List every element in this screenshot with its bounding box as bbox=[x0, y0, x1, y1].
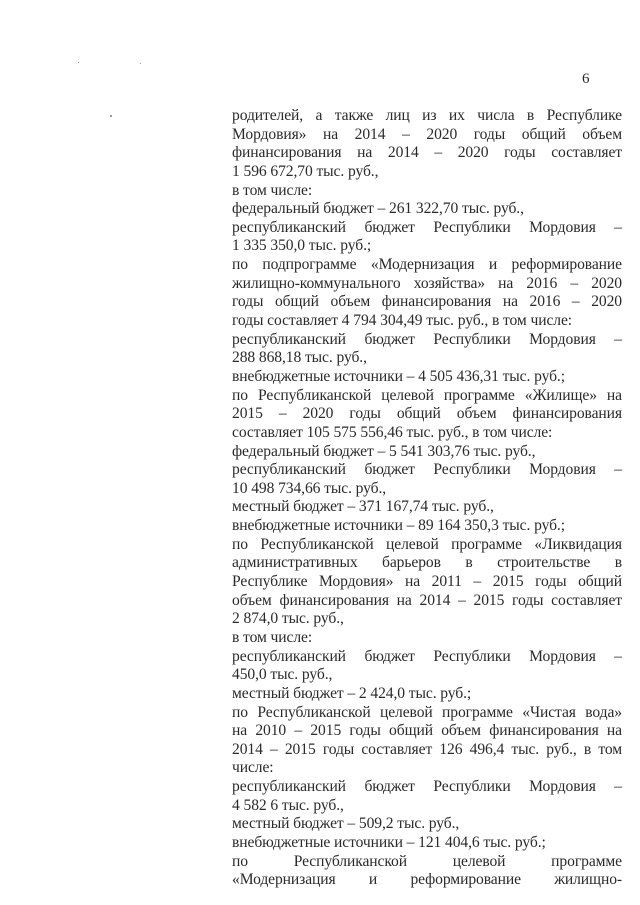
text-line: годы составляет 4 794 304,49 тыс. руб., в том числе: bbox=[232, 312, 573, 330]
text-line: 2015 – 2020 годы общий объем финансирования bbox=[232, 405, 622, 423]
text-line: 2 874,0 тыс. руб., bbox=[232, 610, 344, 628]
text-line: объем финансирования на 2014 – 2015 годы составляет bbox=[232, 591, 622, 609]
text-line: федеральный бюджет – 261 322,70 тыс. руб., bbox=[232, 200, 524, 218]
text-line: административных барьеров в строительстве в bbox=[232, 554, 622, 572]
text-line: 2014 – 2015 годы составляет 126 496,4 тыс. руб., в том bbox=[232, 740, 622, 758]
text-line: Мордовия» на 2014 – 2020 годы общий объем bbox=[232, 125, 622, 143]
text-line: местный бюджет – 371 167,74 тыс. руб., bbox=[232, 498, 494, 516]
text-line: республиканский бюджет Республики Мордовия – bbox=[232, 218, 622, 236]
scanner-speck bbox=[110, 115, 112, 117]
text-line: Республике Мордовия» на 2011 – 2015 годы общий bbox=[232, 573, 622, 591]
text-line: местный бюджет – 509,2 тыс. руб., bbox=[232, 815, 460, 833]
text-line: финансирования на 2014 – 2020 годы составляет bbox=[232, 144, 622, 162]
text-line: по Республиканской целевой программе bbox=[232, 852, 622, 870]
text-line: родителей, а также лиц из их числа в Республике bbox=[232, 107, 622, 124]
text-line: республиканский бюджет Республики Мордовия – bbox=[232, 778, 622, 796]
text-line: внебюджетные источники – 89 164 350,3 тыс. руб.; bbox=[232, 517, 565, 535]
text-line: 1 596 672,70 тыс. руб., bbox=[232, 162, 379, 180]
text-line: 288 868,18 тыс. руб., bbox=[232, 349, 367, 367]
text-line: 450,0 тыс. руб., bbox=[232, 666, 333, 684]
text-line: жилищно-коммунального хозяйства» на 2016 – 2020 bbox=[232, 274, 622, 292]
text-line: в том числе: bbox=[232, 628, 313, 646]
text-line: в том числе: bbox=[232, 181, 313, 199]
text-line: по Республиканской целевой программе «Жилище» на bbox=[232, 386, 622, 404]
text-line: на 2010 – 2015 годы общий объем финансирования на bbox=[232, 722, 622, 740]
text-line: местный бюджет – 2 424,0 тыс. руб.; bbox=[232, 684, 472, 702]
text-line: по Республиканской целевой программе «Ликвидация bbox=[232, 535, 622, 553]
text-line: годы общий объем финансирования на 2016 – 2020 bbox=[232, 293, 622, 311]
text-line: по подпрограмме «Модернизация и реформирование bbox=[232, 256, 622, 274]
text-line: внебюджетные источники – 4 505 436,31 тыс. руб.; bbox=[232, 367, 565, 385]
text-line: по Республиканской целевой программе «Чистая вода» bbox=[232, 703, 622, 721]
text-line: числе: bbox=[232, 759, 274, 777]
text-line: федеральный бюджет – 5 541 303,76 тыс. руб., bbox=[232, 442, 536, 460]
text-line: республиканский бюджет Республики Мордовия – bbox=[232, 647, 622, 665]
text-line: республиканский бюджет Республики Мордовия – bbox=[232, 330, 622, 348]
text-line: составляет 105 575 556,46 тыс. руб., в том числе: bbox=[232, 423, 553, 441]
text-line: 1 335 350,0 тыс. руб.; bbox=[232, 237, 372, 255]
text-line: внебюджетные источники – 121 404,6 тыс. руб.; bbox=[232, 833, 546, 851]
text-line: республиканский бюджет Республики Мордовия – bbox=[232, 461, 622, 479]
text-line: 10 498 734,66 тыс. руб., bbox=[232, 479, 387, 497]
scanner-speck bbox=[78, 62, 79, 63]
text-line: 4 582 6 тыс. руб., bbox=[232, 796, 344, 814]
document-body bbox=[232, 107, 622, 890]
text-line: «Модернизация и реформирование жилищно- bbox=[232, 871, 622, 889]
page-number: 6 bbox=[582, 71, 590, 87]
scanner-speck bbox=[140, 63, 141, 64]
